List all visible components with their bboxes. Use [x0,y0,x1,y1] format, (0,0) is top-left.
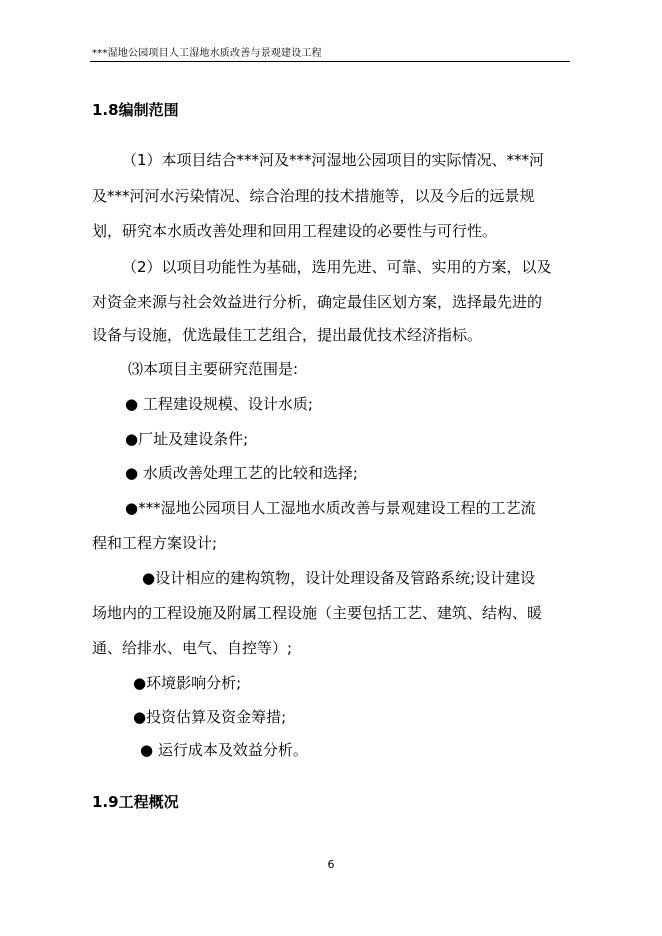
scope-intro: ⑶本项目主要研究范围是: [128,360,299,378]
section-heading-1-8: 1.8编制范围 [92,101,179,119]
paragraph-2-line-2: 对资金来源与社会效益进行分析，确定最佳区划方案，选择最先进的 [92,293,543,311]
paragraph-2-line-3: 设备与设施，优选最佳工艺组合，提出最优技术经济指标。 [92,326,483,344]
bullet-item-investment: ●投资估算及资金筹措; [133,708,287,726]
running-header: ***湿地公园项目人工湿地水质改善与景观建设工程 [92,48,322,59]
bullet-item-structures-line-1: ●设计相应的建构筑物，设计处理设备及管路系统;设计建设 [142,569,536,587]
section-heading-1-9: 1.9工程概况 [92,793,179,811]
bullet-item-environment: ●环境影响分析; [133,674,242,692]
bullet-item-structures-line-3: 通、给排水、电气、自控等）; [92,639,293,657]
bullet-item-site: ●厂址及建设条件; [125,430,249,448]
bullet-item-operating-cost: ● 运行成本及效益分析。 [140,741,308,759]
bullet-item-structures-line-2: 场地内的工程设施及附属工程设施（主要包括工艺、建筑、结构、暖 [92,604,543,622]
bullet-item-process-design-line-1: ●***湿地公园项目人工湿地水质改善与景观建设工程的工艺流 [125,499,536,517]
header-divider [90,61,570,62]
paragraph-1-line-1: （1）本项目结合***河及***河湿地公园项目的实际情况、***河 [122,151,545,169]
bullet-item-scale: ● 工程建设规模、设计水质; [125,395,313,413]
bullet-item-process-comparison: ● 水质改善处理工艺的比较和选择; [125,464,358,482]
paragraph-1-line-2: 及***河河水污染情况、综合治理的技术措施等，以及今后的远景规 [92,187,535,205]
paragraph-2-line-1: （2）以项目功能性为基础，选用先进、可靠、实用的方案，以及 [122,258,552,276]
bullet-item-process-design-line-2: 程和工程方案设计; [92,534,218,552]
paragraph-1-line-3: 划，研究本水质改善处理和回用工程建设的必要性与可行性。 [92,222,498,240]
page-number: 6 [327,858,335,871]
